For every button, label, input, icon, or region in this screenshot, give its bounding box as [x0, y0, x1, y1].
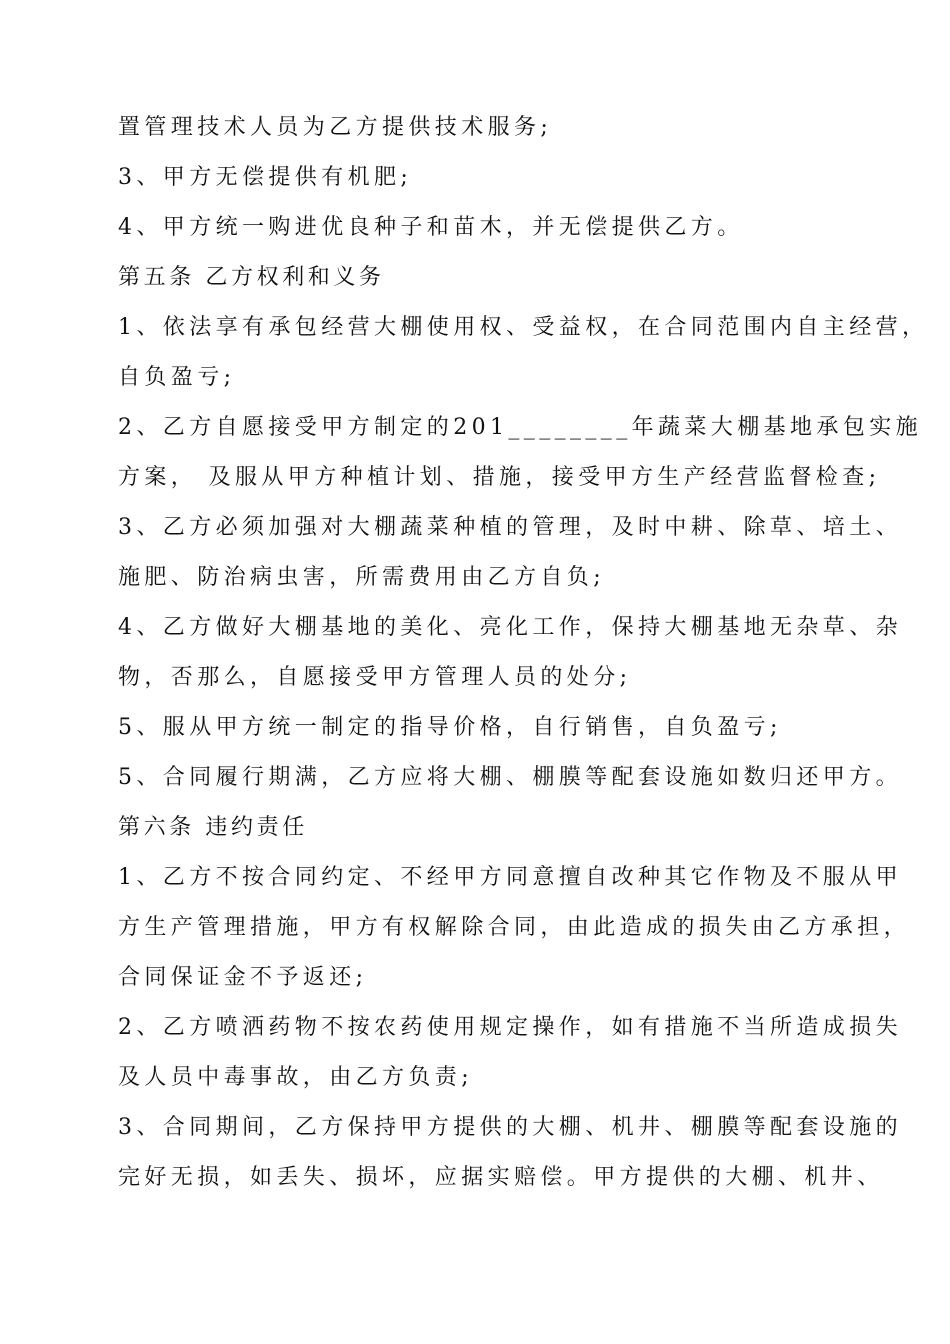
text-line: 方生产管理措施，甲方有权解除合同，由此造成的损失由乙方承担， — [118, 915, 911, 940]
text-line: 4、甲方统一购进优良种子和苗木，并无偿提供乙方。 — [118, 215, 744, 240]
text-line: 5、合同履行期满，乙方应将大棚、棚膜等配套设施如数归还甲方。 — [118, 765, 902, 790]
text-line: 自负盈亏; — [118, 365, 236, 390]
text-line: 3、甲方无偿提供有机肥; — [118, 165, 413, 190]
text-line: 1、乙方不按合同约定、不经甲方同意擅自改种其它作物及不服从甲 — [118, 865, 902, 890]
text-line: 及人员中毒事故，由乙方负责; — [118, 1065, 474, 1090]
text-line: 3、乙方必须加强对大棚蔬菜种植的管理，及时中耕、除草、培土、 — [118, 515, 902, 540]
section-heading: 第六条 违约责任 — [118, 815, 308, 840]
text-line: 合同保证金不予返还; — [118, 965, 368, 990]
text-line: 2、乙方自愿接受甲方制定的201________年蔬菜大棚基地承包实施 — [118, 415, 922, 440]
text-line: 1、依法享有承包经营大棚使用权、受益权，在合同范围内自主经营， — [118, 315, 929, 340]
text-line: 5、服从甲方统一制定的指导价格，自行销售，自负盈亏; — [118, 715, 782, 740]
text-line: 置管理技术人员为乙方提供技术服务; — [118, 115, 553, 140]
section-heading: 第五条 乙方权利和义务 — [118, 265, 385, 290]
text-line: 完好无损，如丢失、损坏，应据实赔偿。甲方提供的大棚、机井、 — [118, 1165, 884, 1190]
text-line: 3、合同期间，乙方保持甲方提供的大棚、机井、棚膜等配套设施的 — [118, 1115, 902, 1140]
text-line: 物，否那么，自愿接受甲方管理人员的处分; — [118, 665, 632, 690]
text-line: 4、乙方做好大棚基地的美化、亮化工作，保持大棚基地无杂草、杂 — [118, 615, 902, 640]
text-line: 方案， 及服从甲方种植计划、措施，接受甲方生产经营监督检查; — [118, 465, 881, 490]
text-line: 2、乙方喷洒药物不按农药使用规定操作，如有措施不当所造成损失 — [118, 1015, 902, 1040]
text-line: 施肥、防治病虫害，所需费用由乙方自负; — [118, 565, 606, 590]
